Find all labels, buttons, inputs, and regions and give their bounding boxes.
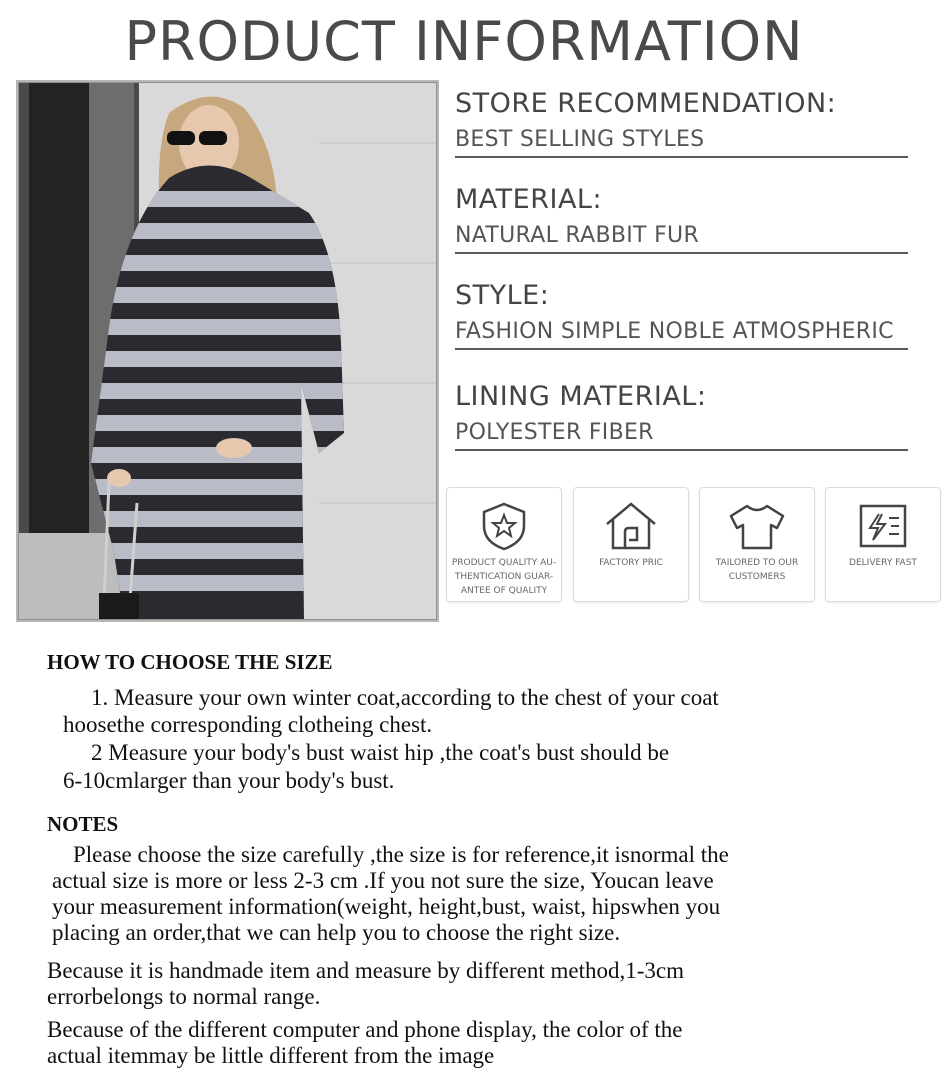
page-title: PRODUCT INFORMATION [124, 10, 804, 73]
notes-line: actual size is more or less 2-3 cm .If you not sure the size, Youcan leave [52, 868, 714, 893]
feature-badges [445, 487, 945, 603]
info-value: FASHION SIMPLE NOBLE ATMOSPHERIC [455, 319, 908, 350]
info-style [455, 280, 910, 350]
badge-quality [446, 487, 562, 602]
info-label: STYLE: [455, 280, 550, 311]
notes-line: placing an order,that we can help you to choose the right size. [52, 920, 621, 945]
tshirt-icon [727, 500, 787, 552]
product-photo [18, 82, 437, 620]
info-value: BEST SELLING STYLES [455, 127, 908, 158]
notes-display-line: Because of the different computer and phone display, the color of the [47, 1017, 683, 1042]
badge-delivery-fast [825, 487, 941, 602]
lightning-delivery-icon [857, 500, 909, 552]
info-value: NATURAL RABBIT FUR [455, 223, 908, 254]
size-guide-line: hoosethe corresponding clotheing chest. [63, 712, 433, 737]
size-guide-line: 1. Measure your own winter coat,according to the chest of your coat [91, 685, 719, 710]
info-store-recommendation [455, 88, 910, 158]
badge-tailored [699, 487, 815, 602]
badge-label: TAILORED TO OUR CUSTOMERS [715, 558, 799, 582]
notes-line: your measurement information(weight, height,bust, waist, hipswhen you [52, 894, 721, 919]
info-value: POLYESTER FIBER [455, 420, 908, 451]
notes-handmade-line: Because it is handmade item and measure by different method,1-3cm [47, 958, 684, 983]
notes-handmade-line: errorbelongs to normal range. [47, 984, 321, 1009]
badge-label: PRODUCT QUALITY AU- THENTICATION GUAR- ANTEE OF QUALITY [451, 558, 557, 596]
notes-line: Please choose the size carefully ,the size is for reference,it isnormal the [73, 842, 729, 867]
badge-label: FACTORY PRIC [599, 558, 663, 568]
info-label: MATERIAL: [455, 184, 603, 215]
info-label: STORE RECOMMENDATION: [455, 88, 837, 119]
info-label: LINING MATERIAL: [455, 381, 707, 412]
size-guide-line: 2 Measure your body's bust waist hip ,the coat's bust should be [91, 740, 670, 765]
badge-label: DELIVERY FAST [849, 558, 917, 568]
info-material [455, 184, 910, 254]
size-guide-line: 6-10cmlarger than your body's bust. [63, 768, 395, 793]
info-lining-material [455, 381, 910, 451]
model-in-fur-coat-image [19, 83, 436, 619]
size-guide-heading: HOW TO CHOOSE THE SIZE [47, 650, 333, 674]
notes-heading: NOTES [47, 812, 119, 836]
notes-display-line: actual itemmay be little different from the image [47, 1043, 495, 1068]
shield-star-icon [478, 500, 530, 552]
badge-factory-price [573, 487, 689, 602]
house-icon [603, 500, 659, 552]
